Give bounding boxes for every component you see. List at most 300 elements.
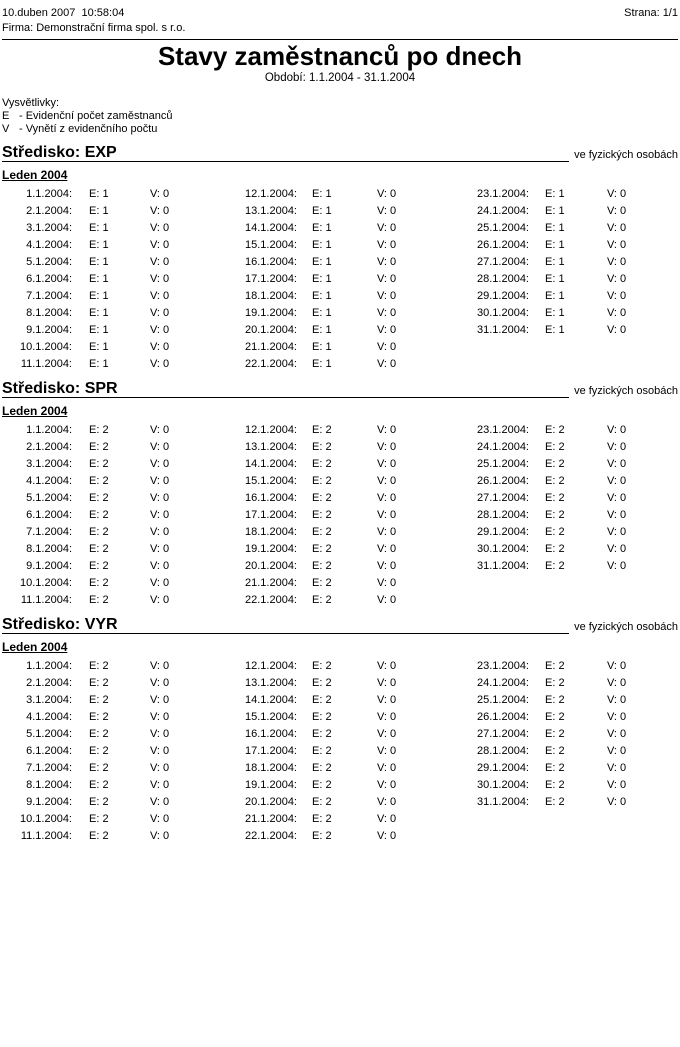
day-date: 31.1.2004: (477, 795, 529, 808)
day-date: 20.1.2004: (245, 559, 297, 572)
day-date: 12.1.2004: (245, 187, 297, 200)
e-count: E: 2 (89, 491, 109, 504)
e-count: E: 2 (89, 593, 109, 606)
e-count: E: 2 (89, 508, 109, 521)
v-count: V: 0 (377, 676, 397, 689)
v-count: V: 0 (377, 593, 397, 606)
day-date: 27.1.2004: (477, 727, 529, 740)
e-count: E: 2 (312, 474, 332, 487)
day-date: 11.1.2004: (20, 829, 72, 842)
e-count: E: 1 (545, 272, 565, 285)
day-date: 7.1.2004: (26, 525, 72, 538)
e-count: E: 1 (89, 204, 109, 217)
v-count: V: 0 (150, 676, 170, 689)
v-count: V: 0 (607, 525, 627, 538)
day-date: 30.1.2004: (477, 542, 529, 555)
report-datetime: 10.duben 2007 10:58:04 (2, 7, 125, 19)
day-date: 10.1.2004: (20, 576, 72, 589)
e-count: E: 2 (312, 457, 332, 470)
day-date: 28.1.2004: (477, 508, 529, 521)
day-row (2, 540, 678, 557)
day-row (2, 236, 678, 253)
month-label: Leden 2004 (2, 640, 68, 654)
v-count: V: 0 (377, 508, 397, 521)
v-count: V: 0 (607, 693, 627, 706)
e-count: E: 2 (89, 457, 109, 470)
day-date: 25.1.2004: (477, 693, 529, 706)
e-count: E: 1 (89, 238, 109, 251)
v-count: V: 0 (150, 525, 170, 538)
day-date: 28.1.2004: (477, 272, 529, 285)
e-count: E: 1 (89, 272, 109, 285)
day-date: 4.1.2004: (26, 710, 72, 723)
report-period: Období: 1.1.2004 - 31.1.2004 (264, 72, 416, 84)
v-count: V: 0 (150, 710, 170, 723)
v-count: V: 0 (607, 323, 627, 336)
day-row (2, 691, 678, 708)
day-date: 2.1.2004: (26, 440, 72, 453)
report-title: Stavy zaměstnanců po dnech (157, 41, 523, 71)
e-count: E: 2 (312, 693, 332, 706)
e-count: E: 2 (545, 778, 565, 791)
section (2, 380, 678, 608)
v-count: V: 0 (150, 727, 170, 740)
e-count: E: 2 (312, 593, 332, 606)
v-count: V: 0 (377, 457, 397, 470)
v-count: V: 0 (150, 474, 170, 487)
e-count: E: 2 (545, 542, 565, 555)
day-date: 3.1.2004: (26, 457, 72, 470)
v-count: V: 0 (377, 306, 397, 319)
v-count: V: 0 (150, 508, 170, 521)
v-count: V: 0 (377, 812, 397, 825)
legend-text: - Evidenční počet zaměstnanců (19, 110, 173, 122)
v-count: V: 0 (150, 423, 170, 436)
e-count: E: 2 (89, 710, 109, 723)
day-row (2, 455, 678, 472)
e-count: E: 2 (312, 508, 332, 521)
report-header (2, 7, 678, 20)
day-date: 12.1.2004: (245, 423, 297, 436)
section (2, 144, 678, 372)
day-row (2, 827, 678, 844)
e-count: E: 2 (312, 727, 332, 740)
v-count: V: 0 (377, 491, 397, 504)
unit-label: ve fyzických osobách (574, 621, 678, 633)
v-count: V: 0 (150, 255, 170, 268)
day-grid (2, 657, 678, 844)
e-count: E: 1 (312, 323, 332, 336)
e-count: E: 2 (545, 676, 565, 689)
day-date: 2.1.2004: (26, 676, 72, 689)
v-count: V: 0 (607, 744, 627, 757)
day-date: 3.1.2004: (26, 693, 72, 706)
day-date: 25.1.2004: (477, 221, 529, 234)
v-count: V: 0 (377, 542, 397, 555)
e-count: E: 2 (545, 710, 565, 723)
section-title: Středisko: VYR (2, 616, 118, 633)
unit-label: ve fyzických osobách (574, 385, 678, 397)
e-count: E: 2 (89, 778, 109, 791)
day-date: 14.1.2004: (245, 457, 297, 470)
v-count: V: 0 (150, 761, 170, 774)
day-date: 5.1.2004: (26, 491, 72, 504)
v-count: V: 0 (150, 187, 170, 200)
day-row (2, 321, 678, 338)
e-count: E: 1 (545, 306, 565, 319)
day-date: 26.1.2004: (477, 710, 529, 723)
v-count: V: 0 (607, 474, 627, 487)
day-date: 1.1.2004: (26, 659, 72, 672)
v-count: V: 0 (607, 710, 627, 723)
section (2, 616, 678, 844)
day-row (2, 185, 678, 202)
v-count: V: 0 (150, 440, 170, 453)
day-row (2, 219, 678, 236)
unit-label: ve fyzických osobách (574, 149, 678, 161)
day-date: 17.1.2004: (245, 508, 297, 521)
e-count: E: 2 (312, 576, 332, 589)
e-count: E: 2 (545, 761, 565, 774)
e-count: E: 1 (89, 221, 109, 234)
day-row (2, 506, 678, 523)
v-count: V: 0 (150, 272, 170, 285)
day-date: 29.1.2004: (477, 525, 529, 538)
day-date: 31.1.2004: (477, 323, 529, 336)
e-count: E: 2 (545, 659, 565, 672)
v-count: V: 0 (377, 710, 397, 723)
v-count: V: 0 (377, 744, 397, 757)
e-count: E: 2 (545, 795, 565, 808)
e-count: E: 1 (312, 272, 332, 285)
v-count: V: 0 (607, 204, 627, 217)
v-count: V: 0 (150, 829, 170, 842)
v-count: V: 0 (377, 559, 397, 572)
v-count: V: 0 (377, 340, 397, 353)
e-count: E: 1 (312, 289, 332, 302)
e-count: E: 2 (545, 491, 565, 504)
day-date: 14.1.2004: (245, 693, 297, 706)
day-row (2, 202, 678, 219)
e-count: E: 2 (312, 812, 332, 825)
day-date: 16.1.2004: (245, 491, 297, 504)
v-count: V: 0 (377, 693, 397, 706)
v-count: V: 0 (607, 761, 627, 774)
day-grid (2, 185, 678, 372)
v-count: V: 0 (150, 576, 170, 589)
v-count: V: 0 (607, 423, 627, 436)
day-date: 26.1.2004: (477, 238, 529, 251)
day-row (2, 421, 678, 438)
day-date: 10.1.2004: (20, 340, 72, 353)
v-count: V: 0 (377, 525, 397, 538)
e-count: E: 2 (312, 761, 332, 774)
e-count: E: 1 (545, 204, 565, 217)
day-date: 9.1.2004: (26, 323, 72, 336)
e-count: E: 2 (545, 508, 565, 521)
day-date: 1.1.2004: (26, 423, 72, 436)
day-date: 24.1.2004: (477, 676, 529, 689)
v-count: V: 0 (150, 340, 170, 353)
day-row (2, 355, 678, 372)
day-date: 19.1.2004: (245, 542, 297, 555)
e-count: E: 1 (89, 306, 109, 319)
e-count: E: 2 (545, 559, 565, 572)
e-count: E: 2 (89, 727, 109, 740)
e-count: E: 2 (312, 659, 332, 672)
v-count: V: 0 (377, 440, 397, 453)
day-date: 29.1.2004: (477, 761, 529, 774)
v-count: V: 0 (377, 255, 397, 268)
day-date: 30.1.2004: (477, 306, 529, 319)
day-row (2, 438, 678, 455)
legend-symbol: V (2, 123, 10, 135)
day-date: 12.1.2004: (245, 659, 297, 672)
day-row (2, 304, 678, 321)
e-count: E: 2 (89, 744, 109, 757)
day-row (2, 287, 678, 304)
v-count: V: 0 (150, 357, 170, 370)
e-count: E: 2 (312, 778, 332, 791)
e-count: E: 1 (545, 255, 565, 268)
day-date: 20.1.2004: (245, 323, 297, 336)
e-count: E: 2 (545, 440, 565, 453)
day-row (2, 793, 678, 810)
day-row (2, 523, 678, 540)
v-count: V: 0 (150, 559, 170, 572)
e-count: E: 1 (312, 187, 332, 200)
day-date: 6.1.2004: (26, 508, 72, 521)
v-count: V: 0 (377, 829, 397, 842)
e-count: E: 2 (89, 474, 109, 487)
legend-symbol: E (2, 110, 10, 122)
page-number: Strana: 1/1 (624, 7, 678, 19)
day-row (2, 674, 678, 691)
e-count: E: 2 (312, 440, 332, 453)
day-date: 28.1.2004: (477, 744, 529, 757)
day-row (2, 810, 678, 827)
e-count: E: 1 (545, 187, 565, 200)
e-count: E: 2 (545, 744, 565, 757)
day-date: 9.1.2004: (26, 559, 72, 572)
day-date: 8.1.2004: (26, 542, 72, 555)
e-count: E: 2 (545, 457, 565, 470)
day-date: 15.1.2004: (245, 710, 297, 723)
day-date: 14.1.2004: (245, 221, 297, 234)
e-count: E: 2 (89, 795, 109, 808)
day-date: 24.1.2004: (477, 204, 529, 217)
e-count: E: 1 (545, 221, 565, 234)
sections (2, 144, 678, 844)
day-date: 11.1.2004: (20, 593, 72, 606)
day-date: 13.1.2004: (245, 676, 297, 689)
legend-text: - Vynětí z evidenčního počtu (19, 123, 158, 135)
e-count: E: 2 (312, 795, 332, 808)
v-count: V: 0 (377, 761, 397, 774)
v-count: V: 0 (377, 289, 397, 302)
day-row (2, 338, 678, 355)
day-date: 8.1.2004: (26, 306, 72, 319)
v-count: V: 0 (607, 727, 627, 740)
day-date: 15.1.2004: (245, 238, 297, 251)
e-count: E: 2 (89, 542, 109, 555)
e-count: E: 2 (312, 525, 332, 538)
e-count: E: 1 (89, 289, 109, 302)
v-count: V: 0 (150, 204, 170, 217)
section-header (2, 144, 678, 162)
e-count: E: 2 (312, 491, 332, 504)
day-date: 26.1.2004: (477, 474, 529, 487)
e-count: E: 2 (89, 676, 109, 689)
v-count: V: 0 (607, 440, 627, 453)
day-date: 30.1.2004: (477, 778, 529, 791)
v-count: V: 0 (607, 187, 627, 200)
e-count: E: 2 (89, 761, 109, 774)
company-name: Firma: Demonstrační firma spol. s r.o. (2, 22, 186, 34)
e-count: E: 1 (89, 255, 109, 268)
e-count: E: 1 (545, 289, 565, 302)
e-count: E: 2 (89, 440, 109, 453)
day-date: 4.1.2004: (26, 238, 72, 251)
e-count: E: 1 (89, 187, 109, 200)
day-date: 22.1.2004: (245, 829, 297, 842)
day-row (2, 270, 678, 287)
v-count: V: 0 (377, 474, 397, 487)
day-date: 27.1.2004: (477, 491, 529, 504)
day-date: 21.1.2004: (245, 812, 297, 825)
day-date: 15.1.2004: (245, 474, 297, 487)
v-count: V: 0 (607, 559, 627, 572)
day-date: 22.1.2004: (245, 593, 297, 606)
e-count: E: 1 (89, 340, 109, 353)
day-date: 31.1.2004: (477, 559, 529, 572)
v-count: V: 0 (150, 238, 170, 251)
e-count: E: 2 (312, 676, 332, 689)
e-count: E: 1 (545, 238, 565, 251)
day-date: 18.1.2004: (245, 289, 297, 302)
v-count: V: 0 (607, 221, 627, 234)
day-row (2, 253, 678, 270)
day-date: 13.1.2004: (245, 440, 297, 453)
e-count: E: 2 (312, 710, 332, 723)
day-row (2, 489, 678, 506)
v-count: V: 0 (607, 457, 627, 470)
e-count: E: 2 (89, 423, 109, 436)
v-count: V: 0 (150, 491, 170, 504)
e-count: E: 2 (312, 559, 332, 572)
day-date: 5.1.2004: (26, 727, 72, 740)
day-date: 24.1.2004: (477, 440, 529, 453)
v-count: V: 0 (607, 272, 627, 285)
e-count: E: 1 (89, 357, 109, 370)
e-count: E: 2 (545, 693, 565, 706)
day-date: 6.1.2004: (26, 272, 72, 285)
v-count: V: 0 (607, 508, 627, 521)
e-count: E: 1 (312, 221, 332, 234)
day-row (2, 725, 678, 742)
day-row (2, 657, 678, 674)
v-count: V: 0 (607, 255, 627, 268)
v-count: V: 0 (377, 727, 397, 740)
section-header (2, 616, 678, 634)
day-date: 23.1.2004: (477, 187, 529, 200)
month-label: Leden 2004 (2, 168, 68, 182)
e-count: E: 2 (89, 693, 109, 706)
v-count: V: 0 (150, 593, 170, 606)
v-count: V: 0 (607, 542, 627, 555)
e-count: E: 2 (545, 423, 565, 436)
day-date: 4.1.2004: (26, 474, 72, 487)
day-date: 29.1.2004: (477, 289, 529, 302)
section-title: Středisko: SPR (2, 380, 118, 397)
day-grid (2, 421, 678, 608)
e-count: E: 1 (545, 323, 565, 336)
month-label: Leden 2004 (2, 404, 68, 418)
e-count: E: 2 (89, 525, 109, 538)
v-count: V: 0 (607, 778, 627, 791)
day-date: 27.1.2004: (477, 255, 529, 268)
day-date: 16.1.2004: (245, 727, 297, 740)
v-count: V: 0 (377, 795, 397, 808)
day-date: 10.1.2004: (20, 812, 72, 825)
day-date: 23.1.2004: (477, 423, 529, 436)
day-date: 16.1.2004: (245, 255, 297, 268)
e-count: E: 2 (312, 423, 332, 436)
day-date: 19.1.2004: (245, 306, 297, 319)
v-count: V: 0 (377, 272, 397, 285)
section-header (2, 380, 678, 398)
section-title: Středisko: EXP (2, 144, 117, 161)
e-count: E: 1 (89, 323, 109, 336)
v-count: V: 0 (607, 306, 627, 319)
day-date: 1.1.2004: (26, 187, 72, 200)
e-count: E: 2 (89, 576, 109, 589)
e-count: E: 2 (89, 829, 109, 842)
v-count: V: 0 (150, 323, 170, 336)
legend-item (2, 110, 678, 123)
e-count: E: 1 (312, 238, 332, 251)
legend-item (2, 123, 678, 136)
day-date: 21.1.2004: (245, 576, 297, 589)
v-count: V: 0 (150, 221, 170, 234)
v-count: V: 0 (377, 423, 397, 436)
e-count: E: 2 (312, 542, 332, 555)
day-date: 17.1.2004: (245, 272, 297, 285)
e-count: E: 1 (312, 255, 332, 268)
v-count: V: 0 (377, 357, 397, 370)
day-date: 18.1.2004: (245, 525, 297, 538)
e-count: E: 1 (312, 204, 332, 217)
v-count: V: 0 (377, 323, 397, 336)
day-date: 21.1.2004: (245, 340, 297, 353)
day-row (2, 574, 678, 591)
day-date: 17.1.2004: (245, 744, 297, 757)
v-count: V: 0 (377, 204, 397, 217)
e-count: E: 2 (89, 559, 109, 572)
v-count: V: 0 (150, 812, 170, 825)
day-date: 20.1.2004: (245, 795, 297, 808)
e-count: E: 1 (312, 306, 332, 319)
v-count: V: 0 (607, 289, 627, 302)
v-count: V: 0 (607, 659, 627, 672)
e-count: E: 1 (312, 340, 332, 353)
v-count: V: 0 (150, 795, 170, 808)
v-count: V: 0 (377, 238, 397, 251)
day-date: 23.1.2004: (477, 659, 529, 672)
v-count: V: 0 (150, 744, 170, 757)
v-count: V: 0 (150, 289, 170, 302)
section-rule (118, 380, 569, 398)
